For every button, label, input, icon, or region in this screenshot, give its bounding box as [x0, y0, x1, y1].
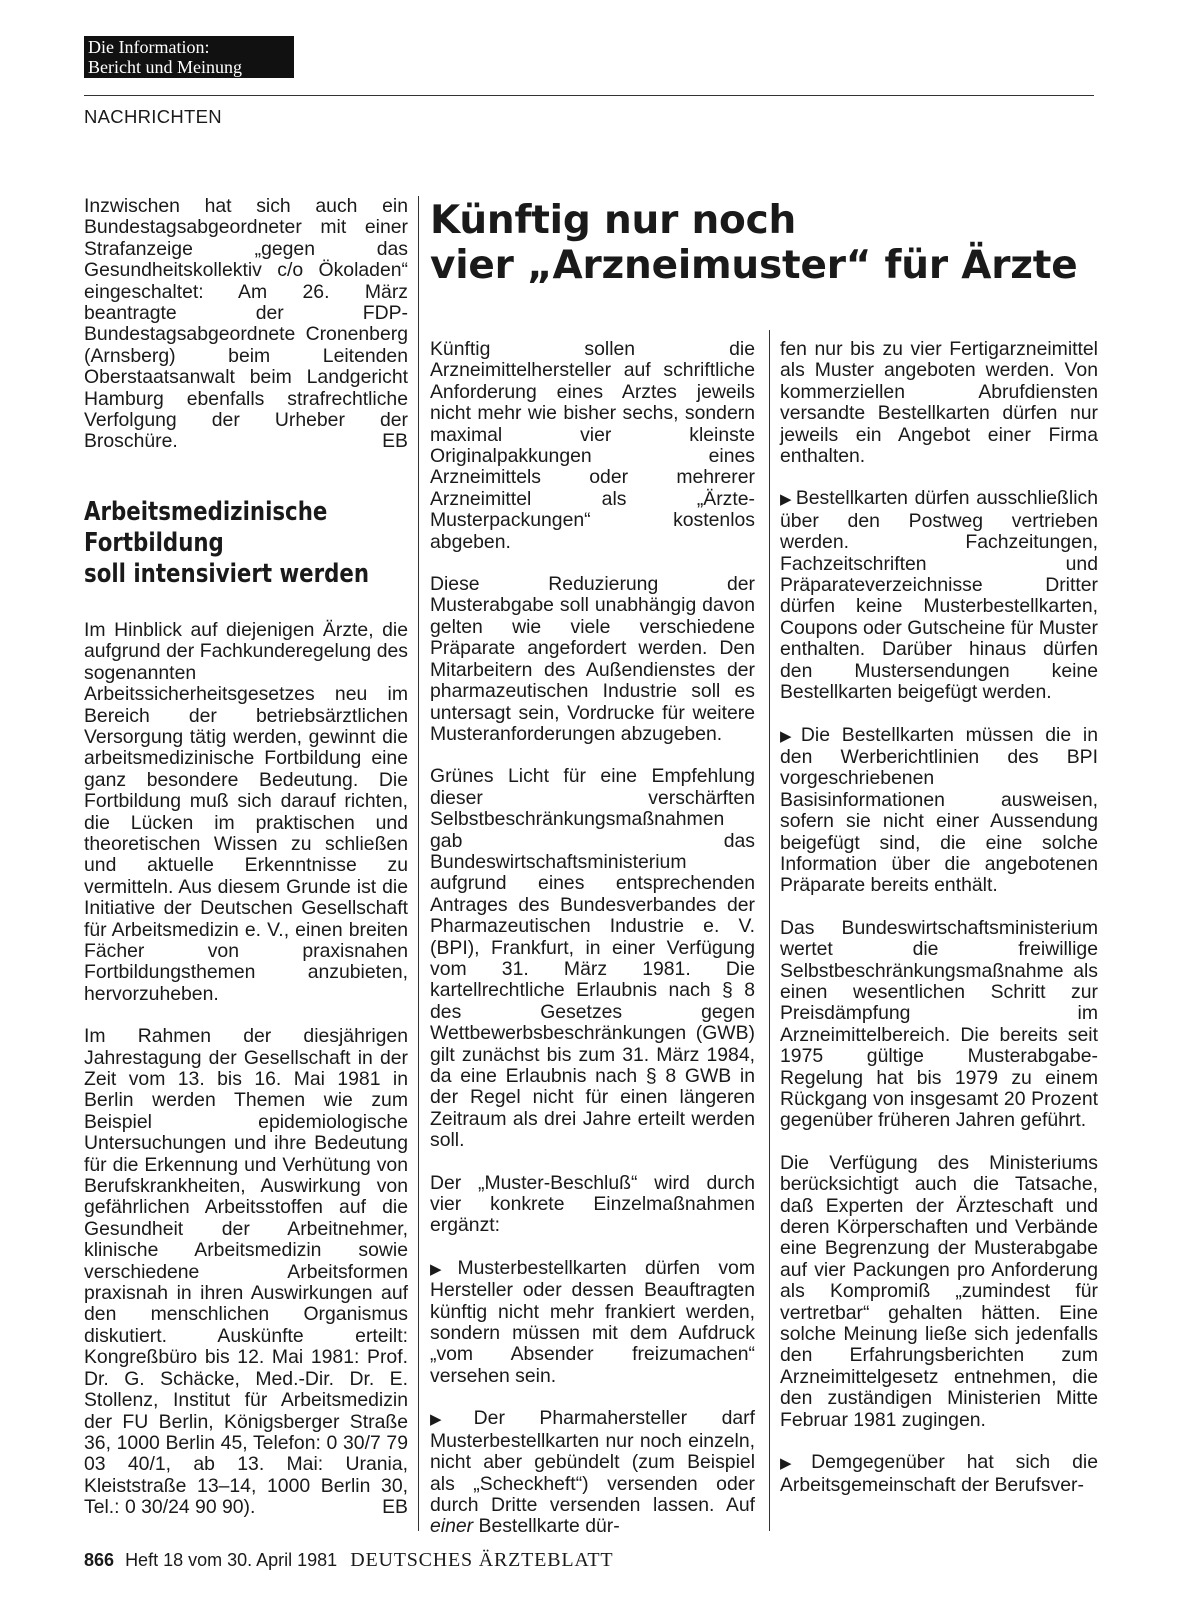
right-paragraph-2: Das Bundeswirtschaftsministerium wertet die freiwillige Selbstbeschränkungsmaßnahme als einen wesentlichen Schritt zur Preisdämpfung im Arzneimittelbereich. Die bereits seit 1975 gültige Musterabgabe-Regelung hat bis 1979 zu einem Rückgang von insgesamt 20 Prozent gegenüber früheren Jahren geführt. [780, 916, 1098, 1132]
middle-paragraph-2: Diese Reduzierung der Musterabgabe soll unabhängig davon gelten wie viele verschiedene Präparate angefordert werden. Den Mitarbeitern des Außendienstes der pharmazeutischen Industrie soll es untersagt sein, Vordrucke für weitere Musteranforderungen abzugeben. [430, 573, 755, 745]
top-rule [84, 95, 1094, 96]
secondary-headline-line-3: soll intensiviert werden [84, 558, 370, 589]
middle-bullet-1 [430, 1258, 755, 1387]
column-divider-2 [769, 330, 770, 1531]
middle-bullet-1-text: Musterbestellkarten dürfen vom Hersteller oder dessen Beauftragten künftig nicht mehr frankiert werden, sondern müssen mit dem Aufdruck „vom Absender freizumachen“ versehen sein. [430, 1256, 755, 1387]
section-line-2: Bericht und Meinung [88, 57, 242, 77]
middle-paragraph-3: Grünes Licht für eine Empfehlung dieser verschärften Selbstbeschränkungsmaßnahmen gab das Bundeswirtschaftsministerium aufgrund eines entsprechenden Antrages des Bundesverbandes der Pharmazeutischen Industrie e. V. (BPI), Frankfurt, in einer Verfügung vom 31. März 1981. Die kartellrechtliche Erlaubnis nach § 8 des Gesetzes gegen Wettbewerbsbeschränkungen (GWB) gilt zunächst bis zum 31. März 1984, da eine Erlaubnis nach § 8 GWB in der Regel nicht für einen längeren Zeitraum als drei Jahre erteilt werden soll. [430, 765, 755, 1152]
left-paragraph-2 [84, 1026, 408, 1518]
secondary-headline-line-2: Fortbildung [84, 527, 224, 558]
middle-bullet-2-emphasis: einer [430, 1515, 474, 1538]
secondary-headline-line-1: Arbeitsmedizinische [84, 496, 328, 527]
right-column [780, 339, 1098, 1517]
bullet-icon: ▶ [780, 491, 793, 509]
right-bullet-2 [780, 725, 1098, 897]
right-bullet-1 [780, 488, 1098, 703]
bullet-icon: ▶ [780, 1455, 809, 1473]
right-bullet-2-text: Die Bestellkarten müssen die in den Werberichtlinien des BPI vorgeschriebenen Basisinformationen ausweisen, sofern sie nicht einer Aussendung beigefügt sind, die eine solche Information über die angebotenen Präparate bereits enthält. [780, 723, 1098, 897]
main-headline-line-1: Künftig nur noch [430, 198, 797, 243]
bullet-icon: ▶ [430, 1260, 455, 1278]
secondary-headline [84, 497, 379, 590]
bullet-icon: ▶ [780, 727, 798, 745]
right-paragraph-1: fen nur bis zu vier Fertigarzneimittel als Muster angeboten werden. Von kommerziellen Abrufdiensten versandte Bestellkarten dürfen nur jeweils ein Angebot einer Firma enthalten. [780, 338, 1098, 468]
right-bullet-3-text: Demgegenüber hat sich die Arbeitsgemeinschaft der Berufsver- [780, 1451, 1098, 1496]
middle-column [430, 339, 755, 1559]
middle-paragraph-1: Künftig sollen die Arzneimittelhersteller auf schriftliche Anforderung eines Arztes jeweils nicht mehr wie bisher sechs, sondern maximal vier kleinste Originalpakkungen eines Arzneimittels oder mehrerer Arzneimittel als „Ärzte-Musterpackungen“ kostenlos abgeben. [430, 338, 755, 553]
intro-text: Inzwischen hat sich auch ein Bundestagsabgeordneter mit einer Strafanzeige „gegen das Gesundheitskollektiv c/o Ökoladen“ eingeschaltet: Am 26. März beantragte der FDP-Bundestagsabgeordnete Cronenberg (Arnsberg) beim Leitenden Oberstaatsanwalt beim Landgericht Hamburg ebenfalls strafrechtliche Verfolgung der Urheber der Broschüre. [84, 195, 408, 453]
main-headline [430, 198, 1100, 288]
section-label: NACHRICHTEN [84, 106, 222, 127]
left-paragraph-2-text: Im Rahmen der diesjährigen Jahrestagung der Gesellschaft in der Zeit vom 13. bis 16. Mai 1981 in Berlin werden Themen wie zum Beispiel epidemiologische Untersuchungen und ihre Bedeutung für die Erkennung und Verhütung von Berufskrankheiten, Auswirkung von gefährlichen Arbeitsstoffen auf die Gesundheit der Arbeitnehmer, klinische Arbeitsmedizin sowie verschiedene Arbeitsformen praxisnah in ihren Auswirkungen auf den menschlichen Organismus diskutiert. Auskünfte erteilt: Kongreßbüro bis 12. Mai 1981: Prof. Dr. G. Schäcke, Med.-Dir. Dr. E. Stollenz, Institut für Arbeitsmedizin der FU Berlin, Königsberger Straße 36, 1000 Berlin 45, Telefon: 0 30/7 79 03 40/1, ab 13. Mai: Urania, Kleiststraße 13–14, 1000 Berlin 30, Tel.: 0 30/24 90 90). [84, 1025, 408, 1519]
journal-name: DEUTSCHES ÄRZTEBLATT [350, 1549, 614, 1571]
left-paragraph-1: Im Hinblick auf diejenigen Ärzte, die aufgrund der Fachkunderegelung des sogenannten Arbeitssicherheitsgesetzes neu im Bereich der betriebsärztlichen Versorgung tätig werden, gewinnt die arbeitsmedizinische Fortbildung eine ganz besondere Bedeutung. Die Fortbildung muß sich darauf richten, die Lücken im praktischen und theoretischen Wissen zu schließen und aktuelle Erkenntnisse zu vermitteln. Aus diesem Grunde ist die Initiative der Deutschen Gesellschaft für Arbeitsmedizin e. V., einen breiten Fächer von praxisnahen Fortbildungsthemen anzubieten, hervorzuheben. [84, 618, 408, 1005]
left-paragraph-2-signature: EB [382, 1496, 408, 1519]
middle-bullet-2-text-start: Der Pharmahersteller darf Musterbestellkarten nur noch einzeln, nicht aber gebündelt (zum Beispiel als „Scheckheft“) versenden oder durch Dritte versenden lassen. Auf [430, 1407, 755, 1516]
main-headline-line-2: vier „Arzneimuster“ für Ärzte [430, 243, 1078, 288]
column-divider-1 [418, 196, 419, 1531]
intro-paragraph [84, 196, 408, 453]
left-column [84, 196, 408, 1540]
intro-signature: EB [382, 430, 408, 453]
right-paragraph-3: Die Verfügung des Ministeriums berücksichtigt auch die Tatsache, daß Experten der Ärzteschaft und deren Körperschaften und Verbände eine Begrenzung der Musterabgabe auf vier Packungen pro Anforderung als Kompromiß „zumindest für vertretbar“ gehalten hätten. Eine solche Meinung ließe sich jedenfalls den Erfahrungsberichten zum Arzneimittelgesetz entnehmen, die den zuständigen Ministerien Mitte Februar 1981 zugingen. [780, 1151, 1098, 1431]
section-line-1: Die Information: [88, 37, 210, 57]
section-box [84, 36, 294, 78]
middle-paragraph-4: Der „Muster-Beschluß“ wird durch vier konkrete Einzelmaßnahmen ergänzt: [430, 1171, 755, 1237]
bullet-icon: ▶ [430, 1411, 471, 1429]
right-bullet-1-text: Bestellkarten dürfen ausschließlich über den Postweg vertrieben werden. Fachzeitungen, Fachzeitschriften und Präparateverzeichnisse Dritter dürfen keine Musterbestellkarten, Coupons oder Gutscheine für Muster enthalten. Darüber hinaus dürfen den Mustersendungen keine Bestellkarten beigefügt werden. [780, 487, 1098, 704]
page-number: 866 [84, 1550, 115, 1570]
middle-bullet-2-text-end: Bestellkarte dür- [473, 1515, 620, 1538]
issue-info: Heft 18 vom 30. April 1981 [125, 1550, 338, 1570]
page-footer [84, 1549, 613, 1572]
right-bullet-3 [780, 1452, 1098, 1496]
middle-bullet-2 [430, 1408, 755, 1537]
